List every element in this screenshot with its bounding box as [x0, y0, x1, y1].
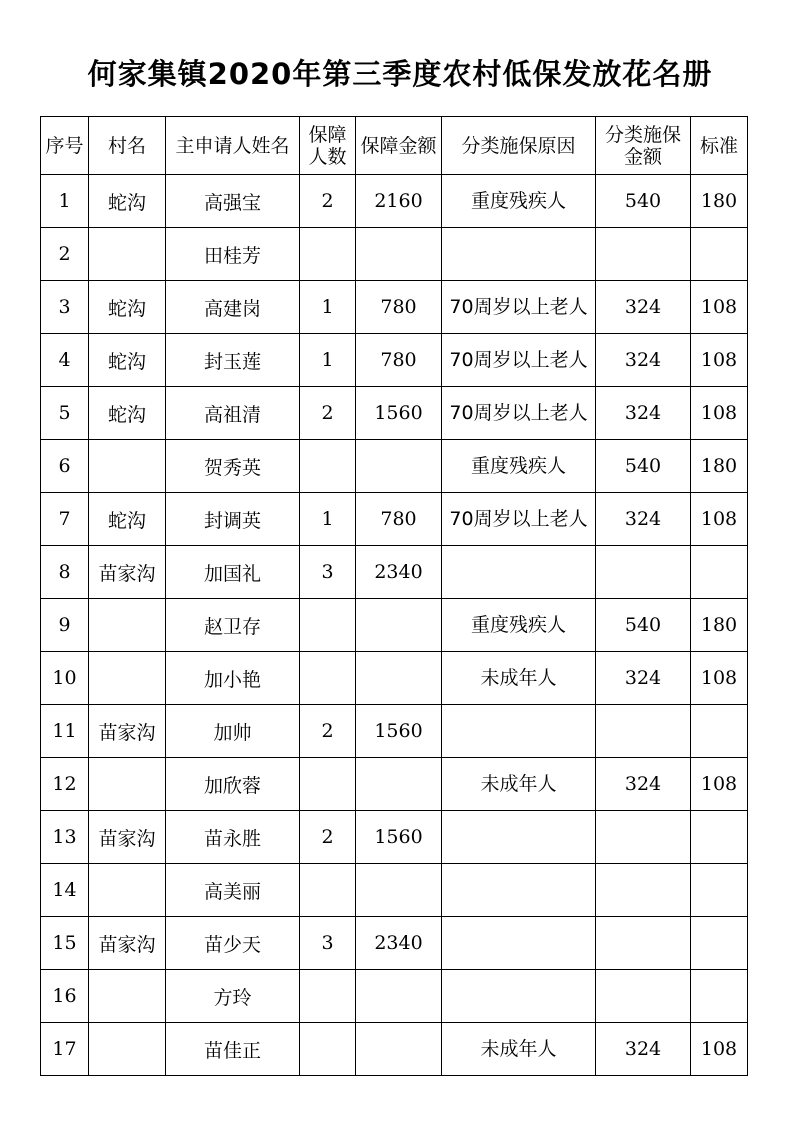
header-class-amount: 分类施保金额: [596, 117, 691, 175]
cell-amount: 1560: [356, 811, 442, 864]
cell-class-amount: 324: [596, 387, 691, 440]
cell-applicant: 加国礼: [166, 546, 300, 599]
cell-persons: [300, 652, 356, 705]
cell-class-amount: 540: [596, 440, 691, 493]
cell-reason: 70周岁以上老人: [442, 281, 596, 334]
cell-persons: [300, 599, 356, 652]
document-title: 何家集镇2020年第三季度农村低保发放花名册: [87, 57, 713, 91]
cell-applicant: 贺秀英: [166, 440, 300, 493]
cell-standard: 180: [691, 440, 748, 493]
cell-seq: 12: [41, 758, 89, 811]
table-row: [41, 705, 748, 758]
cell-persons: 3: [300, 546, 356, 599]
cell-standard: [691, 705, 748, 758]
table-row: [41, 493, 748, 546]
cell-reason: [442, 811, 596, 864]
cell-applicant: 加小艳: [166, 652, 300, 705]
cell-village: 蛇沟: [89, 387, 166, 440]
cell-reason: [442, 970, 596, 1023]
cell-reason: 70周岁以上老人: [442, 493, 596, 546]
cell-class-amount: [596, 970, 691, 1023]
cell-standard: [691, 864, 748, 917]
cell-persons: 2: [300, 175, 356, 228]
table-row: [41, 599, 748, 652]
cell-seq: 2: [41, 228, 89, 281]
cell-reason: [442, 546, 596, 599]
cell-amount: [356, 864, 442, 917]
cell-village: 蛇沟: [89, 281, 166, 334]
table-row: [41, 387, 748, 440]
cell-class-amount: [596, 864, 691, 917]
cell-village: [89, 440, 166, 493]
cell-village: 苗家沟: [89, 917, 166, 970]
cell-standard: 108: [691, 493, 748, 546]
cell-standard: 180: [691, 175, 748, 228]
header-applicant: 主申请人姓名: [166, 117, 300, 175]
cell-village: [89, 228, 166, 281]
cell-standard: 108: [691, 281, 748, 334]
cell-reason: 70周岁以上老人: [442, 387, 596, 440]
cell-standard: [691, 811, 748, 864]
cell-village: [89, 970, 166, 1023]
cell-village: 蛇沟: [89, 334, 166, 387]
cell-seq: 5: [41, 387, 89, 440]
cell-applicant: 封调英: [166, 493, 300, 546]
cell-amount: 780: [356, 281, 442, 334]
table-row: [41, 652, 748, 705]
cell-reason: [442, 705, 596, 758]
cell-amount: [356, 599, 442, 652]
table-row: [41, 546, 748, 599]
cell-persons: 2: [300, 811, 356, 864]
cell-class-amount: 324: [596, 493, 691, 546]
cell-persons: 3: [300, 917, 356, 970]
table-row: [41, 864, 748, 917]
cell-village: 蛇沟: [89, 175, 166, 228]
header-seq: 序号: [41, 117, 89, 175]
cell-reason: [442, 917, 596, 970]
cell-class-amount: 324: [596, 334, 691, 387]
cell-village: 苗家沟: [89, 705, 166, 758]
cell-applicant: 高美丽: [166, 864, 300, 917]
cell-amount: 2340: [356, 917, 442, 970]
cell-amount: 1560: [356, 705, 442, 758]
cell-seq: 7: [41, 493, 89, 546]
cell-seq: 13: [41, 811, 89, 864]
cell-amount: [356, 652, 442, 705]
cell-persons: [300, 758, 356, 811]
header-reason: 分类施保原因: [442, 117, 596, 175]
cell-applicant: 田桂芳: [166, 228, 300, 281]
cell-village: 苗家沟: [89, 546, 166, 599]
header-row: [41, 117, 748, 175]
cell-reason: [442, 228, 596, 281]
cell-persons: [300, 970, 356, 1023]
cell-seq: 17: [41, 1023, 89, 1076]
cell-seq: 3: [41, 281, 89, 334]
cell-amount: [356, 758, 442, 811]
cell-class-amount: [596, 546, 691, 599]
cell-seq: 6: [41, 440, 89, 493]
header-persons: 保障人数: [300, 117, 356, 175]
cell-persons: [300, 864, 356, 917]
cell-seq: 16: [41, 970, 89, 1023]
cell-persons: 2: [300, 387, 356, 440]
header-standard: 标准: [691, 117, 748, 175]
table-row: [41, 228, 748, 281]
table-row: [41, 281, 748, 334]
table-row: [41, 917, 748, 970]
cell-persons: 1: [300, 334, 356, 387]
table-row: [41, 811, 748, 864]
cell-class-amount: [596, 917, 691, 970]
cell-amount: 2160: [356, 175, 442, 228]
cell-persons: 1: [300, 281, 356, 334]
cell-class-amount: 540: [596, 175, 691, 228]
cell-seq: 15: [41, 917, 89, 970]
cell-class-amount: 324: [596, 652, 691, 705]
cell-applicant: 封玉莲: [166, 334, 300, 387]
cell-applicant: 赵卫存: [166, 599, 300, 652]
cell-persons: [300, 1023, 356, 1076]
cell-standard: [691, 546, 748, 599]
cell-standard: 108: [691, 334, 748, 387]
cell-reason: 重度残疾人: [442, 175, 596, 228]
cell-class-amount: [596, 228, 691, 281]
cell-applicant: 苗永胜: [166, 811, 300, 864]
cell-amount: [356, 440, 442, 493]
table-row: [41, 440, 748, 493]
cell-standard: 108: [691, 652, 748, 705]
cell-applicant: 方玲: [166, 970, 300, 1023]
roster-table: [40, 116, 748, 1076]
table-body: [41, 175, 748, 1076]
cell-village: 蛇沟: [89, 493, 166, 546]
cell-village: [89, 864, 166, 917]
cell-amount: 780: [356, 493, 442, 546]
cell-village: [89, 1023, 166, 1076]
cell-reason: 重度残疾人: [442, 440, 596, 493]
cell-village: [89, 652, 166, 705]
cell-village: [89, 599, 166, 652]
cell-class-amount: 324: [596, 1023, 691, 1076]
cell-amount: [356, 228, 442, 281]
cell-seq: 4: [41, 334, 89, 387]
cell-applicant: 加欣蓉: [166, 758, 300, 811]
cell-applicant: 高建岗: [166, 281, 300, 334]
cell-village: 苗家沟: [89, 811, 166, 864]
cell-amount: [356, 970, 442, 1023]
cell-amount: 2340: [356, 546, 442, 599]
cell-persons: [300, 228, 356, 281]
cell-class-amount: [596, 811, 691, 864]
cell-applicant: 加帅: [166, 705, 300, 758]
cell-applicant: 高强宝: [166, 175, 300, 228]
cell-applicant: 高祖清: [166, 387, 300, 440]
cell-seq: 1: [41, 175, 89, 228]
cell-class-amount: 324: [596, 758, 691, 811]
cell-standard: 108: [691, 387, 748, 440]
cell-seq: 10: [41, 652, 89, 705]
cell-standard: 180: [691, 599, 748, 652]
cell-reason: 未成年人: [442, 758, 596, 811]
cell-village: [89, 758, 166, 811]
cell-persons: 2: [300, 705, 356, 758]
cell-class-amount: 540: [596, 599, 691, 652]
cell-reason: [442, 864, 596, 917]
cell-amount: 780: [356, 334, 442, 387]
cell-seq: 11: [41, 705, 89, 758]
table-row: [41, 758, 748, 811]
cell-standard: 108: [691, 758, 748, 811]
cell-seq: 14: [41, 864, 89, 917]
cell-seq: 9: [41, 599, 89, 652]
header-amount: 保障金额: [356, 117, 442, 175]
cell-standard: 108: [691, 1023, 748, 1076]
table-row: [41, 1023, 748, 1076]
cell-applicant: 苗佳正: [166, 1023, 300, 1076]
table-row: [41, 334, 748, 387]
cell-reason: 70周岁以上老人: [442, 334, 596, 387]
cell-persons: [300, 440, 356, 493]
cell-reason: 未成年人: [442, 1023, 596, 1076]
cell-standard: [691, 228, 748, 281]
header-village: 村名: [89, 117, 166, 175]
cell-seq: 8: [41, 546, 89, 599]
cell-class-amount: [596, 705, 691, 758]
cell-reason: 重度残疾人: [442, 599, 596, 652]
cell-amount: [356, 1023, 442, 1076]
cell-applicant: 苗少天: [166, 917, 300, 970]
table-row: [41, 175, 748, 228]
cell-reason: 未成年人: [442, 652, 596, 705]
cell-persons: 1: [300, 493, 356, 546]
cell-class-amount: 324: [596, 281, 691, 334]
cell-standard: [691, 917, 748, 970]
table-row: [41, 970, 748, 1023]
cell-standard: [691, 970, 748, 1023]
cell-amount: 1560: [356, 387, 442, 440]
